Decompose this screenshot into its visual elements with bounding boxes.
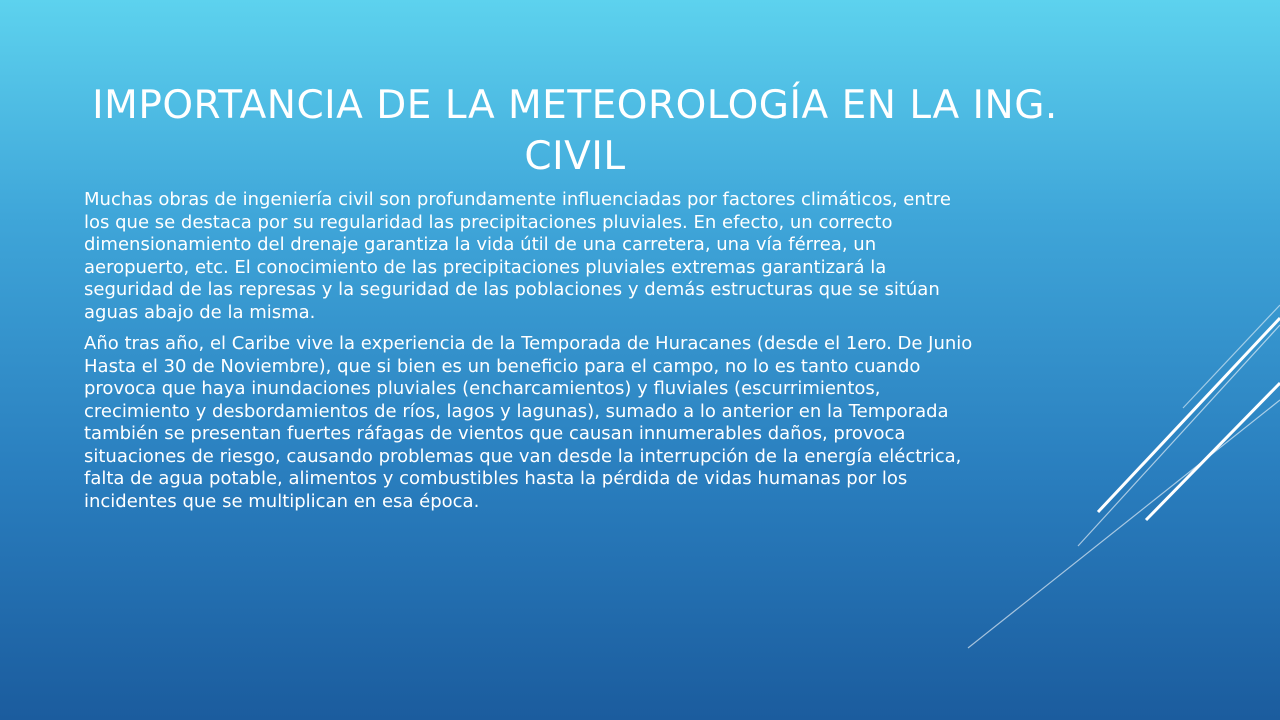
deco-line <box>1146 383 1280 520</box>
paragraph: Año tras año, el Caribe vive la experiencia de la Temporada de Huracanes (desde el 1ero. De Junio Hasta el 30 de Noviembre), que si bien es un beneficio para el campo, no lo es tanto cuando provoca que haya inundaciones pluviales (encharcamientos) y fluviales (escurrimientos, crecimiento y desbordamientos de ríos, lagos y lagunas), sumado a lo anterior en la Temporada también se presentan fuertes ráfagas de vientos que causan innumerables daños, provoca situaciones de riesgo, causando problemas que van desde la interrupción de la energía eléctrica, falta de agua potable, alimentos y combustibles hasta la pérdida de vidas humanas por los incidentes que se multiplican en esa época. <box>84 333 973 512</box>
body-text <box>84 189 974 522</box>
deco-line <box>1098 318 1280 512</box>
page-title: IMPORTANCIA DE LA METEOROLOGÍA EN LA ING. CIVIL <box>92 83 1058 179</box>
deco-line <box>1183 305 1280 408</box>
deco-line <box>1078 325 1280 546</box>
deco-line <box>968 400 1280 648</box>
paragraph: Muchas obras de ingeniería civil son profundamente influenciadas por factores climáticos, entre los que se destaca por su regularidad las precipitaciones pluviales. En efecto, un correcto dimensionamiento del drenaje garantiza la vida útil de una carretera, una vía férrea, un aeropuerto, etc. El conocimiento de las precipitaciones pluviales extremas garantizará la seguridad de las represas y la seguridad de las poblaciones y demás estructuras que se sitúan aguas abajo de la misma. <box>84 189 951 323</box>
